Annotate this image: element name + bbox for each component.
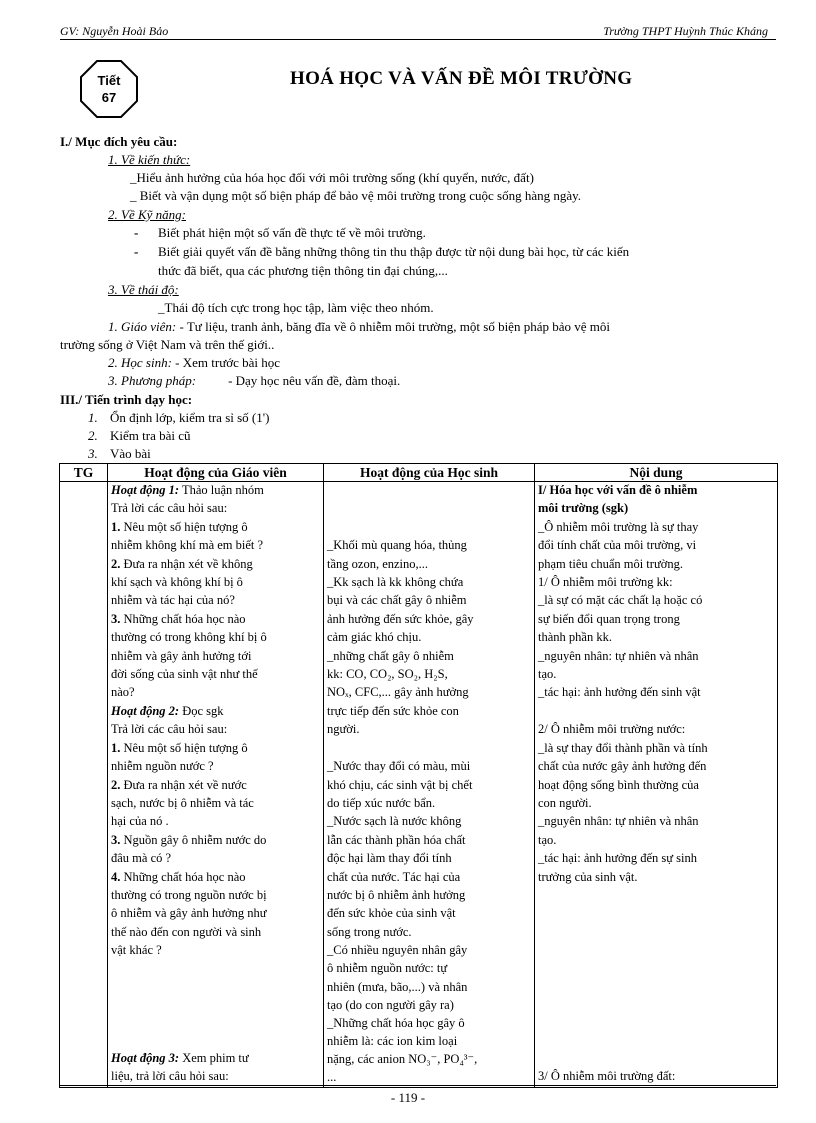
hd3: Hoạt động 3: Xem phim tư bbox=[111, 1051, 249, 1065]
content-line: _Ô nhiễm môi trường là sự thay bbox=[538, 520, 699, 534]
content-line: _tác hại: ảnh hưởng đến sự sinh bbox=[538, 851, 698, 865]
skill-1: Biết phát hiện một số vấn đề thực tế về môi trường. bbox=[158, 225, 426, 240]
teacher-line: nhiễm nguồn nước ? bbox=[111, 759, 214, 773]
student-line: nước bị ô nhiễm ảnh hưởng bbox=[327, 888, 466, 902]
student-line: _Nước thay đổi có màu, mùi bbox=[327, 759, 471, 773]
bullet-icon: - bbox=[134, 244, 139, 259]
table-row bbox=[60, 482, 778, 1088]
attitude-heading: 3. Về thái độ: bbox=[108, 282, 179, 297]
prep-teacher-cont: trường sống ở Việt Nam và trên thế giới.. bbox=[60, 337, 275, 352]
student-line: ... bbox=[327, 1070, 337, 1084]
cell-tg bbox=[60, 482, 108, 1088]
teacher-line: thế nào đến con người và sinh bbox=[111, 925, 262, 939]
skill-2b: thức đã biết, qua các phương tiện thông tin đại chúng,... bbox=[158, 263, 448, 278]
skill-2a: Biết giải quyết vấn đề bằng những thông tin thu thập được từ nội dung bài học, từ các kiến bbox=[158, 244, 630, 259]
teacher-line: khí sạch và không khí bị ô bbox=[111, 575, 243, 589]
student-line: cảm giác khó chịu. bbox=[327, 630, 422, 644]
student-line: _Kk sạch là kk không chứa bbox=[327, 575, 464, 589]
teacher-line: liệu, trả lời câu hỏi sau: bbox=[111, 1069, 229, 1083]
content-line: _nguyên nhân: tự nhiên và nhân bbox=[538, 649, 699, 663]
prep-student: 2. Học sinh: - Xem trước bài học bbox=[108, 355, 281, 370]
lesson-badge bbox=[80, 60, 138, 118]
cell-teacher bbox=[108, 482, 324, 1088]
step-num: 1. bbox=[88, 410, 98, 425]
teacher-q1: 1. Nêu một số hiện tượng ô bbox=[111, 520, 248, 534]
teacher-w3: 3. Nguồn gây ô nhiễm nước do bbox=[111, 833, 267, 847]
col-teacher: Hoạt động của Giáo viên bbox=[108, 464, 324, 482]
lesson-table bbox=[59, 463, 778, 1088]
content-line: thành phần kk. bbox=[538, 630, 612, 644]
student-line: kk: CO, CO₂, SO₂, H₂S, bbox=[327, 667, 448, 681]
student-line: do tiếp xúc nước bẩn. bbox=[327, 796, 436, 810]
prep-teacher: 1. Giáo viên: - Tư liệu, tranh ảnh, băng đĩa về ô nhiễm môi trường, một số biện pháp bảo vệ môi bbox=[108, 319, 610, 334]
col-student: Hoạt động của Học sinh bbox=[324, 464, 535, 482]
content-line: sự biến đổi quan trọng trong bbox=[538, 612, 680, 626]
page-title: HOÁ HỌC VÀ VẤN ĐỀ MÔI TRƯỜNG bbox=[290, 68, 633, 89]
teacher-line: Trả lời các câu hỏi sau: bbox=[111, 722, 228, 736]
content-line: trưởng của sinh vật. bbox=[538, 870, 638, 884]
teacher-line: vật khác ? bbox=[111, 943, 162, 957]
octagon-badge-icon bbox=[80, 60, 138, 118]
knowledge-1: _Hiểu ảnh hưởng của hóa học đối với môi trường sống (khí quyển, nước, đất) bbox=[130, 170, 534, 185]
teacher-w2: 2. Đưa ra nhận xét về nước bbox=[111, 778, 247, 792]
student-line: nhiên (mưa, bão,...) và nhân bbox=[327, 980, 468, 994]
header-teacher: GV: Nguyễn Hoài Bảo bbox=[60, 24, 169, 38]
teacher-w1: 1. Nêu một số hiện tượng ô bbox=[111, 741, 248, 755]
student-line: _Những chất hóa học gây ô bbox=[327, 1016, 465, 1030]
teacher-line: đời sống của sinh vật như thế bbox=[111, 667, 258, 681]
footer-rule bbox=[60, 1085, 776, 1086]
content-line: tạo. bbox=[538, 667, 557, 681]
teacher-line: sạch, nước bị ô nhiễm và tác bbox=[111, 796, 254, 810]
step-num: 2. bbox=[88, 428, 98, 443]
teacher-line: nhiễm không khí mà em biết ? bbox=[111, 538, 264, 552]
student-line: tạo (do con người gây ra) bbox=[327, 998, 454, 1012]
skills-heading: 2. Về Kỹ năng: bbox=[108, 207, 186, 222]
content-line: _nguyên nhân: tự nhiên và nhân bbox=[538, 814, 699, 828]
content-line: chất của nước gây ảnh hưởng đến bbox=[538, 759, 707, 773]
page-number: - 119 - bbox=[390, 1090, 426, 1105]
step-1: Ổn định lớp, kiểm tra sỉ số (1') bbox=[110, 410, 270, 425]
col-content: Nội dung bbox=[535, 464, 778, 482]
content-line: 2/ Ô nhiễm môi trường nước: bbox=[538, 722, 686, 736]
student-line: _Có nhiều nguyên nhân gây bbox=[327, 943, 468, 957]
badge-line2: 67 bbox=[101, 90, 117, 105]
knowledge-heading: 1. Về kiến thức: bbox=[108, 152, 191, 167]
teacher-line: nhiễm và gây ảnh hưởng tới bbox=[111, 649, 252, 663]
header-rule bbox=[60, 39, 776, 40]
teacher-line: đâu mà có ? bbox=[111, 851, 172, 865]
content-line: 3/ Ô nhiễm môi trường đất: bbox=[538, 1069, 676, 1083]
student-line: _Khối mù quang hóa, thủng bbox=[327, 538, 467, 552]
bullet-icon: - bbox=[134, 225, 139, 240]
cell-content bbox=[535, 482, 778, 1088]
student-line: NOₓ, CFC,... gây ảnh hưởng bbox=[327, 685, 469, 699]
section3-heading: III./ Tiến trình dạy học: bbox=[60, 392, 193, 407]
step-2: Kiểm tra bài cũ bbox=[110, 428, 191, 443]
student-line: ảnh hưởng đến sức khỏe, gây bbox=[327, 612, 474, 626]
content-line: con người. bbox=[538, 796, 592, 810]
student-line: ô nhiễm nguồn nước: tự bbox=[327, 961, 448, 975]
teacher-q2: 2. Đưa ra nhận xét về không bbox=[111, 557, 253, 571]
teacher-line: Trả lời các câu hỏi sau: bbox=[111, 501, 228, 515]
student-line: _những chất gây ô nhiễm bbox=[327, 649, 454, 663]
hd1: Hoạt động 1: Thảo luận nhóm bbox=[111, 483, 264, 497]
student-line: người. bbox=[327, 722, 360, 736]
table-header-row bbox=[60, 464, 778, 482]
content-line: phạm tiêu chuẩn môi trường. bbox=[538, 557, 683, 571]
content-line: đổi tính chất của môi trường, vi bbox=[538, 538, 697, 552]
content-line: tạo. bbox=[538, 833, 557, 847]
student-line: bụi và các chất gây ô nhiễm bbox=[327, 593, 467, 607]
teacher-q3: 3. Những chất hóa học nào bbox=[111, 612, 246, 626]
student-line: lẫn các thành phần hóa chất bbox=[327, 833, 466, 847]
attitude-1: _Thái độ tích cực trong học tập, làm việc theo nhóm. bbox=[158, 300, 434, 315]
teacher-line: hại của nó . bbox=[111, 814, 169, 828]
content-line: 1/ Ô nhiễm môi trường kk: bbox=[538, 575, 673, 589]
step-3: Vào bài bbox=[110, 446, 151, 461]
teacher-w4: 4. Những chất hóa học nào bbox=[111, 870, 246, 884]
knowledge-2: _ Biết và vận dụng một số biện pháp để bảo vệ môi trường trong cuộc sống hàng ngày. bbox=[130, 188, 582, 203]
col-tg: TG bbox=[60, 464, 108, 482]
content-heading: môi trường (sgk) bbox=[538, 501, 629, 515]
teacher-line: thường có trong nguồn nước bị bbox=[111, 888, 267, 902]
section1-heading: I./ Mục đích yêu cầu: bbox=[60, 134, 178, 149]
student-line: đến sức khỏe của sinh vật bbox=[327, 906, 456, 920]
student-line: khó chịu, các sinh vật bị chết bbox=[327, 778, 473, 792]
cell-student bbox=[324, 482, 535, 1088]
content-line: _là sự thay đổi thành phần và tính bbox=[538, 741, 708, 755]
teacher-line: nhiễm và tác hại của nó? bbox=[111, 593, 235, 607]
teacher-line: nào? bbox=[111, 685, 135, 699]
content-line: _là sự có mặt các chất lạ hoặc có bbox=[538, 593, 703, 607]
step-num: 3. bbox=[88, 446, 98, 461]
student-line: trực tiếp đến sức khỏe con bbox=[327, 704, 459, 718]
student-line: độc hại làm thay đổi tính bbox=[327, 851, 452, 865]
header-school: Trường THPT Huỳnh Thúc Kháng bbox=[603, 24, 768, 38]
badge-line1: Tiết bbox=[97, 73, 121, 88]
teacher-line: thường có trong không khí bị ô bbox=[111, 630, 267, 644]
student-line: _Nước sạch là nước không bbox=[327, 814, 462, 828]
student-line: nặng, các anion NO₃⁻, PO₄³⁻, bbox=[327, 1052, 478, 1066]
prep-method: 3. Phương pháp: - Dạy học nêu vấn đề, đàm thoại. bbox=[108, 373, 401, 388]
student-line: nhiễm là: các ion kim loại bbox=[327, 1034, 458, 1048]
hd2: Hoạt động 2: Đọc sgk bbox=[111, 704, 224, 718]
content-line: hoạt động sống bình thường của bbox=[538, 778, 699, 792]
student-line: tầng ozon, enzino,... bbox=[327, 557, 429, 571]
content-heading: I/ Hóa học với vấn đề ô nhiễm bbox=[538, 483, 698, 497]
teacher-line: ô nhiễm và gây ảnh hưởng như bbox=[111, 906, 267, 920]
student-line: chất của nước. Tác hại của bbox=[327, 870, 461, 884]
content-line: _tác hại: ảnh hưởng đến sinh vật bbox=[538, 685, 701, 699]
student-line: sống trong nước. bbox=[327, 925, 412, 939]
